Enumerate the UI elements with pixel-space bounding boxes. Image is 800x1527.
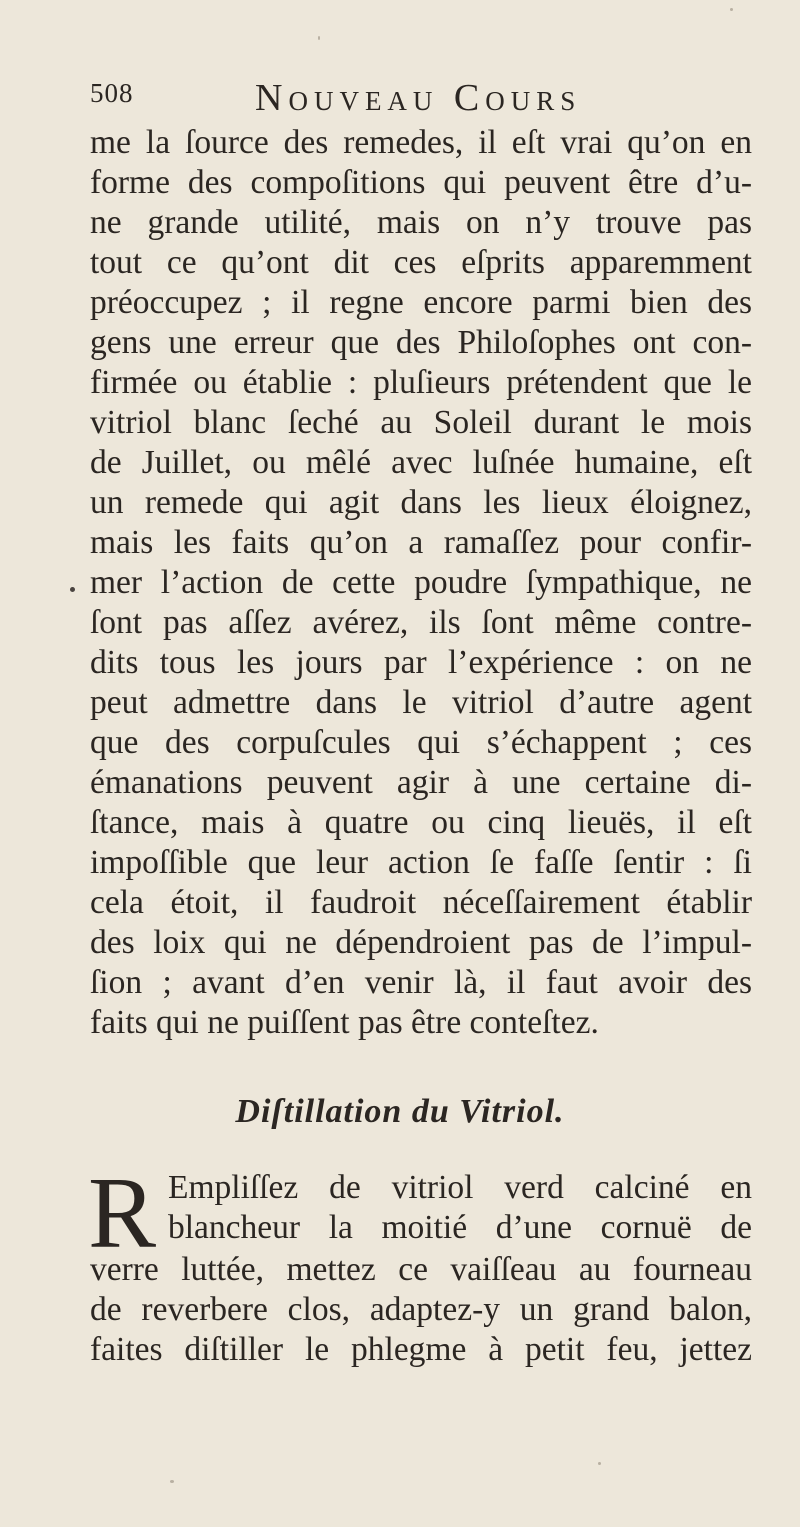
text-line: faits qui ne puiſſent pas être conteſtez. — [90, 1004, 599, 1041]
text-line: blancheur la moitié d’une cornuë de — [168, 1209, 752, 1246]
text-line: ne grande utilité, mais on n’y trouve pas — [90, 204, 752, 241]
text-line: me la ſource des remedes, il eſt vrai qu’on en — [90, 124, 752, 161]
text-line: faites diſtiller le phlegme à petit feu, jettez — [90, 1331, 752, 1368]
text-line: mais les faits qu’on a ramaſſez pour confir- — [90, 524, 752, 561]
text-line: de reverbere clos, adaptez-y un grand balon, — [90, 1291, 752, 1328]
text-line: verre luttée, mettez ce vaiſſeau au fourneau — [90, 1251, 752, 1288]
text-line: peut admettre dans le vitriol d’autre agent — [90, 684, 752, 721]
drop-cap: R — [88, 1157, 157, 1270]
text-line: gens une erreur que des Philoſophes ont con- — [90, 324, 752, 361]
text-line: firmée ou établie : pluſieurs prétendent que le — [90, 364, 752, 401]
paper-speck — [170, 1480, 174, 1483]
page-header — [90, 76, 750, 122]
page-number: 508 — [90, 78, 134, 108]
text-line: mer l’action de cette poudre ſympathique, ne — [90, 564, 752, 601]
text-line: que des corpuſcules qui s’échappent ; ces — [90, 724, 752, 761]
text-line: Empliſſez de vitriol verd calciné en — [168, 1169, 752, 1206]
text-line: de Juillet, ou mêlé avec luſnée humaine, eſt — [90, 444, 752, 481]
section-title: Diſtillation du Vitriol. — [235, 1093, 565, 1130]
text-line: forme des compoſitions qui peuvent être d’u- — [90, 164, 752, 201]
text-line: dits tous les jours par l’expérience : on ne — [90, 644, 752, 681]
text-line: ſion ; avant d’en venir là, il faut avoir des — [90, 964, 752, 1001]
text-line: des loix qui ne dépendroient pas de l’impul- — [90, 924, 752, 961]
paper-speck — [730, 8, 733, 11]
text-line: tout ce qu’ont dit ces eſprits apparemment — [90, 244, 752, 281]
text-line: ſtance, mais à quatre ou cinq lieuës, il eſt — [90, 804, 752, 841]
running-head: Nouveau Cours — [255, 77, 582, 119]
text-line: ſont pas aſſez avérez, ils ſont même contre- — [90, 604, 752, 641]
margin-mark — [70, 587, 75, 592]
text-line: un remede qui agit dans les lieux éloignez, — [90, 484, 752, 521]
text-line: impoſſible que leur action ſe faſſe ſentir : ſi — [90, 844, 752, 881]
text-line: vitriol blanc ſeché au Soleil durant le mois — [90, 404, 752, 441]
paper-speck — [318, 36, 320, 40]
text-line: préoccupez ; il regne encore parmi bien des — [90, 284, 752, 321]
text-line: émanations peuvent agir à une certaine di- — [90, 764, 752, 801]
paper-speck — [598, 1462, 601, 1465]
text-line: cela étoit, il faudroit néceſſairement établir — [90, 884, 752, 921]
